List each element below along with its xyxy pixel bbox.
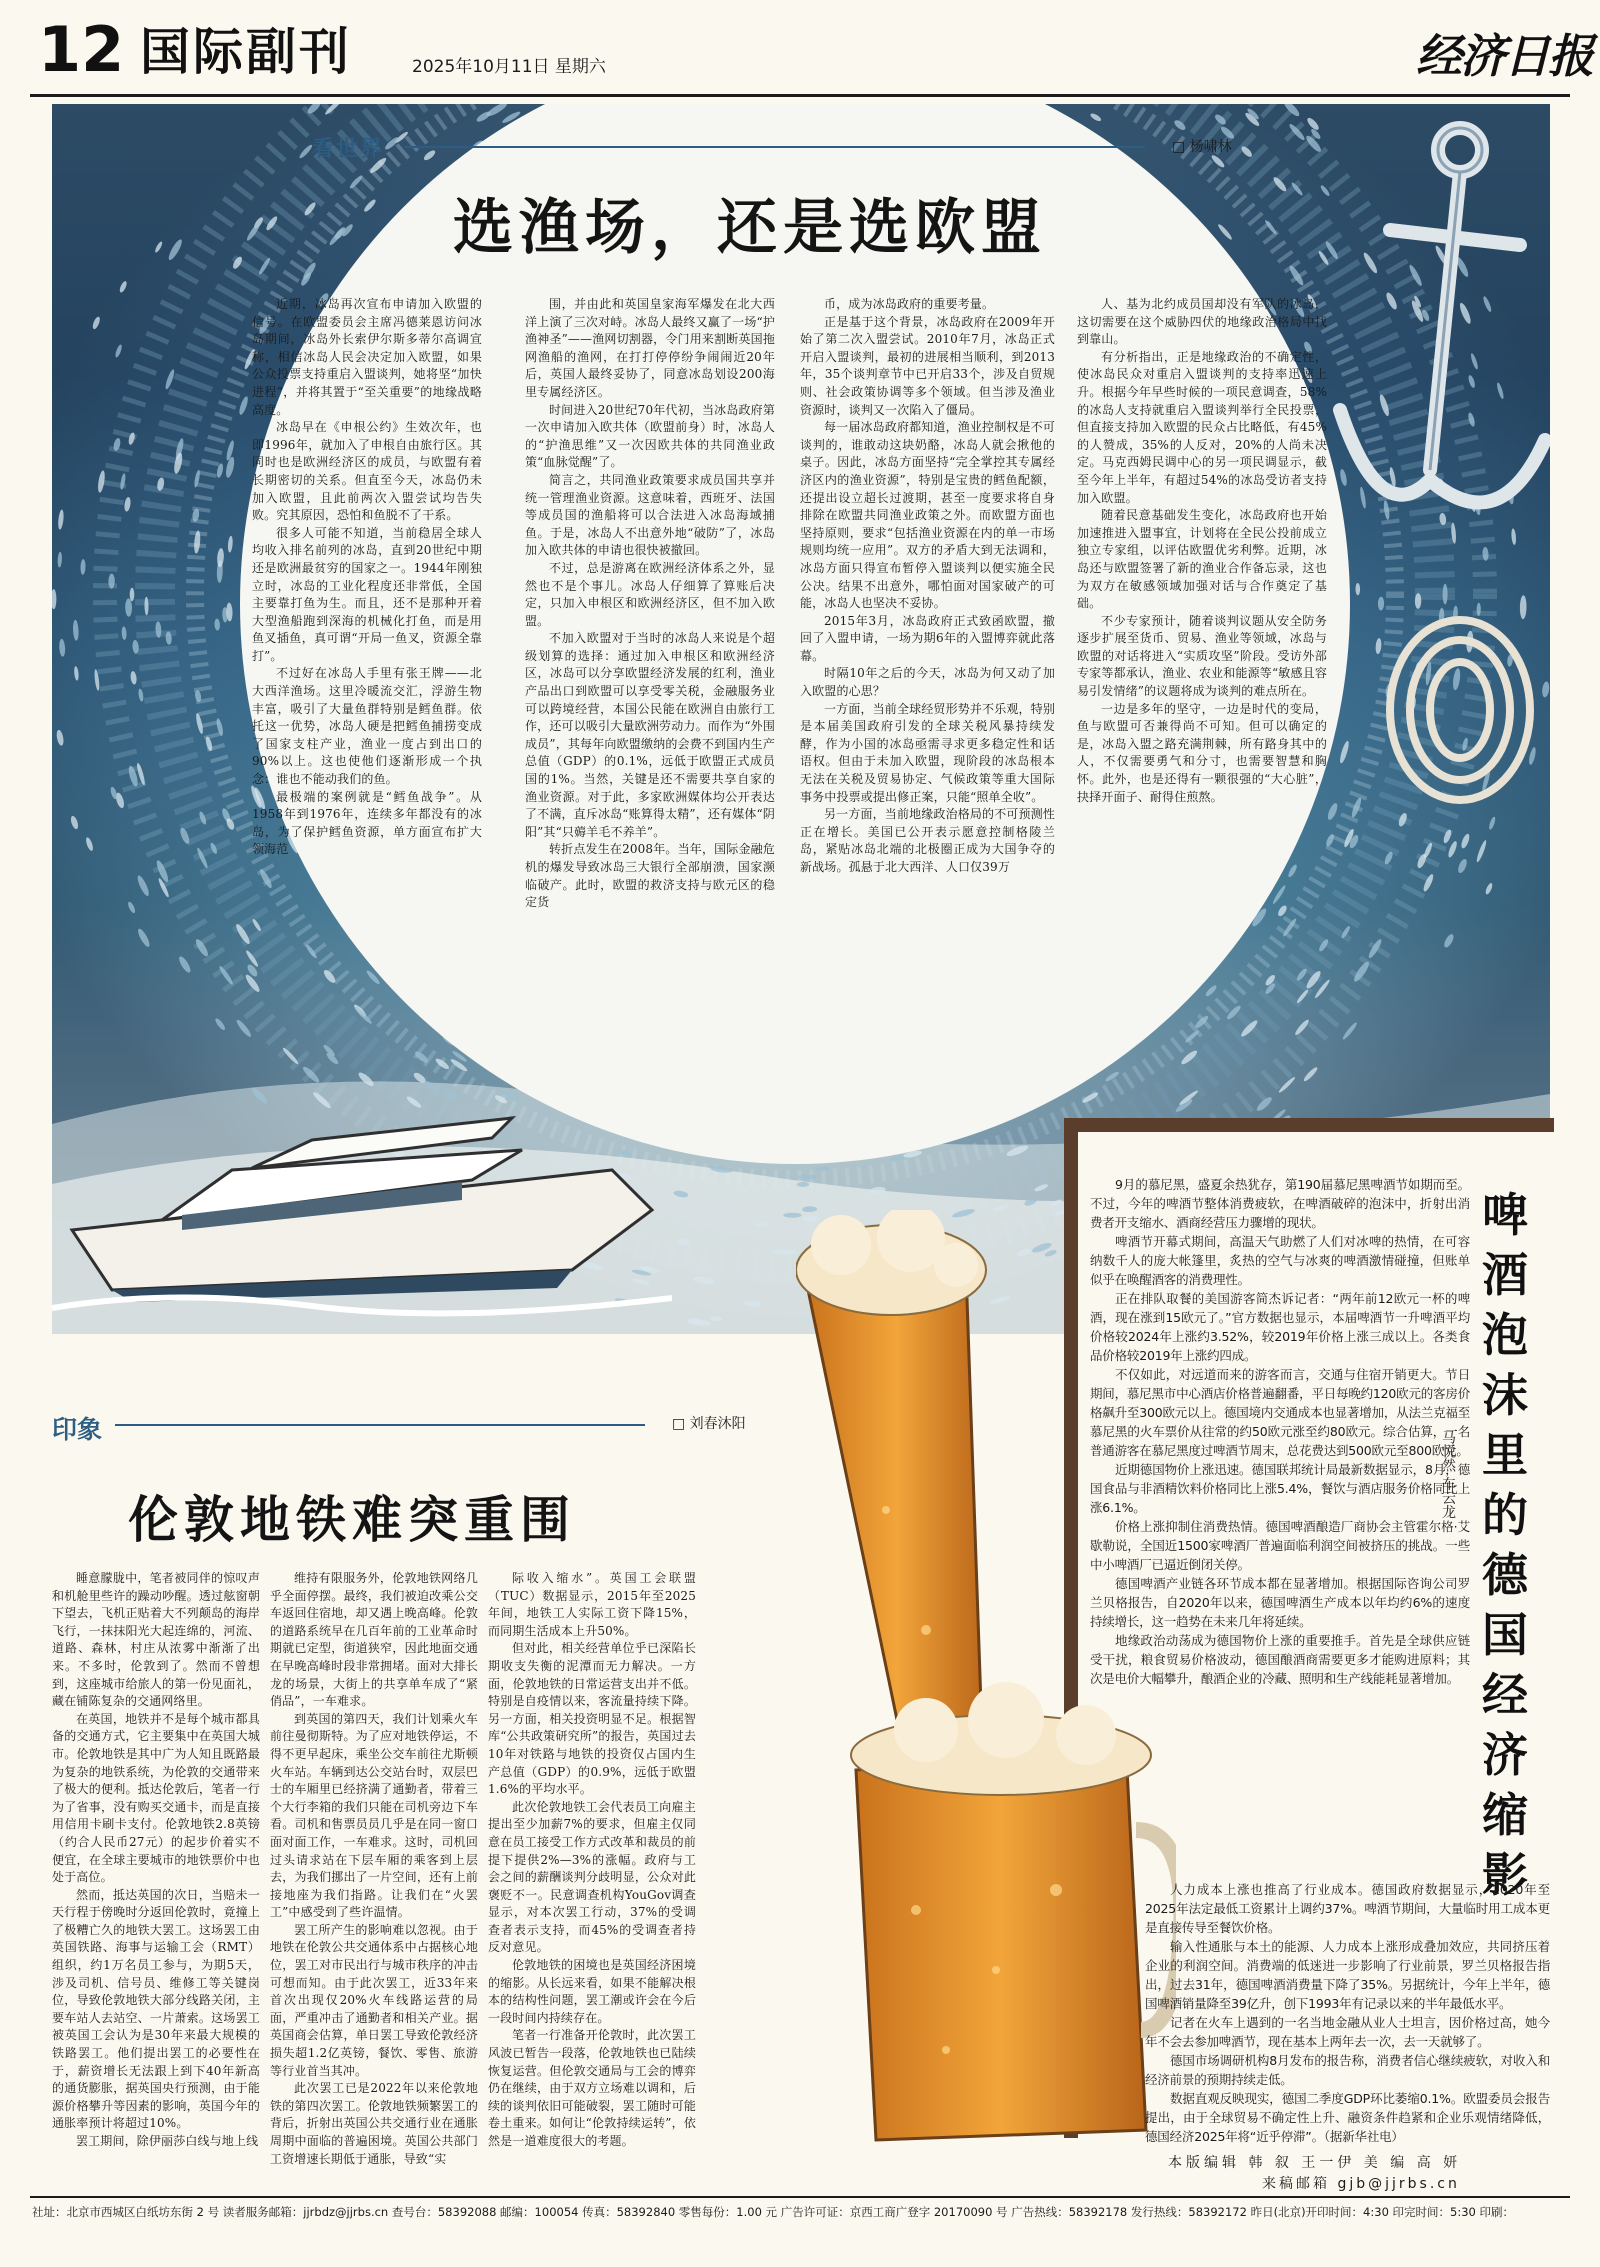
article1-column-3 [800,296,1055,877]
kicker-rule [405,146,1145,148]
paragraph: 正在排队取餐的美国游客简杰诉记者：“两年前12欧元一杯的啤酒，现在涨到15欧元了。”官方数据也显示，本届啤酒节一升啤酒平均价格较2024年上涨约3.52%，较2019年价格上涨三成以上。各类食品价格较2019年上涨约四成。 [1090,1291,1470,1363]
paragraph: 不过好在冰岛人手里有张王牌——北大西洋渔场。这里冷暖流交汇，浮游生物丰富，吸引了大量鱼群特别是鳕鱼群。依托这一优势，冰岛人硬是把鳕鱼捕捞变成了国家支柱产业，渔业一度占到出口的90%以上。这也使他们逐渐形成一个执念：谁也不能动我们的鱼。 [252,666,482,787]
paragraph: 输入性通胀与本土的能源、人力成本上涨形成叠加效应，共同挤压着企业的利润空间。消费端的低迷进一步影响了行业前景，罗兰贝格报告指出，过去31年，德国啤酒消费量下降了35%。另据统计，今年上半年，德国啤酒销量降至39亿升，创下1993年有记录以来的半年最低水平。 [1145,1939,1550,2011]
article3-column-2 [1145,1880,1550,2146]
paragraph: 维持有限服务外，伦敦地铁网络几乎全面停摆。最终，我们被迫改乘公交车返回住宿地，却又遇上晚高峰。伦敦的道路系统早在几百年前的工业革命时期就已定型，街道狭窄，因此地面交通在早晚高峰时段非常拥堵。面对大排长龙的场景，大街上的共享单车成了“紧俏品”，一车难求。 [270,1571,478,1709]
paragraph: 在英国，地铁并不是每个城市都具备的交通方式，它主要集中在英国大城市。伦敦地铁是其中广为人知且既路最为复杂的地铁系统，为伦敦的交通带来了极大的便利。抵达伦敦后，笔者一行为了省事，没有购买交通卡，而是直接用信用卡刷卡支付。伦敦地铁2.8英镑（约合人民币27元）的起步价着实不便宜，在全球主要城市的地铁票价中也处于高位。 [52,1711,260,1885]
paragraph: 此次罢工已是2022年以来伦敦地铁的第四次罢工。伦敦地铁频繁罢工的背后，折射出英国公共交通行业在通胀周期中面临的普遍困境。英国公共部门工资增速长期低于通胀，导致“实 [270,2081,478,2166]
paragraph: 价格上涨抑制住消费热情。德国啤酒酿造厂商协会主管霍尔格·艾歇勒说，全国近1500家啤酒厂普遍面临利润空间被挤压的挑战。一些中小啤酒厂已逼近倒闭关停。 [1090,1519,1470,1572]
footer-rule [30,2196,1570,2198]
paragraph: 笔者一行准备开伦敦时，此次罢工风波已暂告一段落，伦敦地铁也已陆续恢复运营。但伦敦交通局与工会的博弈仍在继续，由于双方立场难以调和，后续的谈判依旧可能破裂，罢工随时可能卷土重来。如何让“伦敦持续运转”，依然是一道难度很大的考题。 [488,2028,696,2148]
header-rule [30,94,1570,97]
paragraph: 一边是多年的坚守，一边是时代的变局，鱼与欧盟可否兼得尚不可知。但可以确定的是，冰岛入盟之路充满荆棘，所有路身其中的人，不仅需要勇气和分寸，也需要智慧和胸怀。此外，也是还得有一颗很强的“大心脏”，抉择开面子、耐得住煎熬。 [1077,701,1327,804]
article2-column-2 [270,1570,478,2168]
paragraph: 但对此，相关经营单位乎已深陷长期收支失衡的泥潭而无力解决。一方面，伦敦地铁的日常运营支出并不低。特别是自疫情以来，客流量持续下降。另一方面，相关投资明显不足。根据智库“公共政策研究所”的报告，英国过去10年对铁路与地铁的投资仅占国内生产总值（GDP）的0.9%，远低于欧盟1.6%的平均水平。 [488,1641,696,1797]
paragraph: 啤酒节开幕式期间，高温天气助燃了人们对冰啤的热情，在可容纳数千人的庞大帐篷里，炙热的空气与冰爽的啤酒激情碰撞，但账单似乎在唤醒酒客的消费理性。 [1090,1234,1470,1287]
paragraph: 德国市场调研机构8月发布的报告称，消费者信心继续疲软，对收入和经济前景的预期持续走低。 [1145,2053,1550,2087]
paragraph: 2015年3月，冰岛政府正式致函欧盟，撤回了入盟申请，一场为期6年的入盟博弈就此落幕。 [800,613,1055,663]
paragraph: 近期，冰岛再次宣布申请加入欧盟的信号。在欧盟委员会主席冯德莱恩访问冰岛期间，冰岛外长索伊尔斯多蒂尔高调宣称，相信冰岛人民会决定加入欧盟，如果公众投票支持重启入盟谈判，她将坚“加快进程”，并将其置于“至关重要”的地缘战略高度。 [252,297,482,417]
paragraph: 随着民意基础发生变化，冰岛政府也开始加速推进入盟事宜，计划将在全民公投前成立独立专家组，以评估欧盟优劣利弊。近期，冰岛还与欧盟签署了新的渔业合作备忘录，这也为双方在敏感领域加强对话与合作奠定了基础。 [1077,508,1327,611]
paragraph: 伦敦地铁的困境也是英国经济困境的缩影。从长远来看，如果不能解决根本的结构性问题，罢工潮或许会在今后一段时间内持续存在。 [488,1958,696,2025]
paragraph: 时间进入20世纪70年代初，当冰岛政府第一次申请加入欧共体（欧盟前身）时，冰岛人的“护渔思维”又一次因欧共体的共同渔业政策“血脉觉醒”了。 [525,402,775,470]
paragraph: 罢工期间，除伊丽莎白线与地上线 [76,2134,259,2148]
paragraph: 不加入欧盟对于当时的冰岛人来说是个超级划算的选择：通过加入申根区和欧洲经济区，冰岛可以分享欧盟经济发展的红利，渔业产品出口到欧盟可以享受零关税，金融服务业可以跨境经营，本国公民能在欧洲自由旅行工作，还可以吸引大量欧洲劳动力。而作为“外围成员”，其每年向欧盟缴纳的会费不到国内生产总值（GDP）的0.1%，远低于欧盟正式成员国的1%。当然，关键是还不需要共享自家的渔业资源。对于此，多家欧洲媒体均公开表达了不满，直斥冰岛“账算得太精”，还有媒体“阴阳”其“只薅羊毛不养羊”。 [525,631,775,839]
article2-column-3 [488,1570,696,2151]
paragraph: 近期德国物价上涨迅速。德国联邦统计局最新数据显示，8月，德国食品与非酒精饮料价格同比上涨5.4%，餐饮与酒店服务价格同比上涨6.1%。 [1090,1462,1470,1515]
paragraph: 德国啤酒产业链各环节成本都在显著增加。根据国际咨询公司罗兰贝格报告，自2020年以来，德国啤酒生产成本以年均约6%的速度持续增长，这一趋势在未来几年将延续。 [1090,1576,1470,1629]
paragraph: 有分析指出，正是地缘政治的不确定性，使冰岛民众对重启入盟谈判的支持率迅速上升。根据今年早些时候的一项民意调查，58%的冰岛人支持就重启入盟谈判举行全民投票，但直接支持加入欧盟的民众占比略低，有45%的人赞成，35%的人反对，20%的人尚未决定。马克西姆民调中心的另一项民调显示，截至今年上半年，有超过54%的冰岛受访者支持加入欧盟。 [1077,349,1327,505]
rope-coil-icon [1370,600,1550,820]
paragraph: 很多人可能不知道，当前稳居全球人均收入排名前列的冰岛，直到20世纪中期还是欧洲最贫穷的国家之一。1944年刚独立时，冰岛的工业化程度还非常低，全国主要靠打鱼为生。而且，还不是那种开着大型渔船跑到深海的机械化打鱼，而是用鱼叉插鱼，真可谓“开局一鱼叉，资源全靠打”。 [252,525,482,663]
issue-date: 2025年10月11日 星期六 [412,57,606,77]
paragraph: 每一届冰岛政府都知道，渔业控制权是不可谈判的，谁敢动这块奶酪，冰岛人就会揪他的桌子。因此，冰岛方面坚持“完全掌控其专属经济区内的渔业资源”，特别是宝贵的鳕鱼配额，还提出设立超长过渡期，甚至一度要求将自身排除在欧盟共同渔业政策之外。而欧盟方面也坚持原则，要求“包括渔业资源在内的单一市场规则均统一应用”。双方的矛盾大到无法调和，冰岛方面只得宣布暂停入盟谈判以便实施全民公决。结果不出意外，哪怕面对国家破产的可能，冰岛人也坚决不妥协。 [800,420,1055,611]
paragraph: 另一方面，当前地缘政治格局的不可预测性正在增长。美国已公开表示愿意控制格陵兰岛，紧贴冰岛北端的北极圈正成为大国争夺的新战场。孤悬于北大西洋、人口仅39万 [800,807,1055,874]
article3-column-1 [1090,1175,1470,1688]
article1-column-2 [525,296,775,912]
paragraph: 罢工所产生的影响难以忽视。由于地铁在伦敦公共交通体系中占据核心地位，罢工对市民出行与城市秩序的冲击可想而知。由于此次罢工，近33年来首次出现仅20%火车线路运营的局面，严重冲击了通勤者和相关产业。据英国商会估算，单日罢工导致伦敦经济损失超1.2亿英镑，餐饮、零售、旅游等行业首当其冲。 [270,1922,478,2078]
article1-author: □ 杨啸林 [1172,139,1232,155]
article1-kicker: 看世界 [312,137,385,162]
page-number: 12 [38,13,125,86]
paragraph: 9月的慕尼黑，盛夏余热犹存，第190届慕尼黑啤酒节如期而至。不过，今年的啤酒节整体消费疲软，在啤酒破碎的泡沫中，折射出消费者开支缩水、酒商经营压力骤增的现状。 [1090,1177,1470,1230]
paragraph: 正是基于这个背景，冰岛政府在2009年开始了第二次入盟尝试。2010年7月，冰岛正式开启入盟谈判，最初的进展相当顺利，到2013年，35个谈判章节中已开启33个，涉及自贸规则、社会政策协调等多个领域。但当涉及渔业资源时，谈判又一次陷入了僵局。 [800,314,1055,417]
page-footer: 社址：北京市西城区白纸坊东街 2 号 读者服务邮箱：jjrbdz@jjrbs.cn 查号台：58392088 邮编：100054 传真：58392840 零售每份：1.00 元 广告许可证：京西工商广登字 20170090 号 广告热线：58392178 发行热线：58392172 昨日(北京)开印时间：4:30 印完时间：5:30 印刷： [32,2205,1515,2219]
paragraph: 数据直观反映现实，德国二季度GDP环比萎缩0.1%。欧盟委员会报告提出，由于全球贸易不确定性上升、融资条件趋紧和企业乐观情绪降低，德国经济2025年将“近乎停滞”。（据新华社电） [1145,2091,1550,2144]
paragraph: 此次伦敦地铁工会代表员工向雇主提出至少加薪7%的要求，但雇主仅同意在员工接受工作方式改革和裁员的前提下提供2%—3%的涨幅。政府与工会之间的薪酬谈判分歧明显，公众对此褒贬不一。民意调查机构YouGov调查显示，对本次罢工行动，37%的受调查者表示支持，而45%的受调查者持反对意见。 [488,1799,696,1955]
paragraph: 时隔10年之后的今天，冰岛为何又动了加入欧盟的心思？ [800,666,1055,699]
paragraph: 际收入缩水”。英国工会联盟（TUC）数据显示，2015年至2025年间，地铁工人实际工资下降15%，而同期生活成本上升50%。 [488,1571,696,1638]
paragraph: 币，成为冰岛政府的重要考量。 [824,297,995,311]
paragraph: 冰岛早在《申根公约》生效次年，也即1996年，就加入了申根自由旅行区。其同时也是欧洲经济区的成员，与欧盟有着长期密切的关系。但直至今天，冰岛仍未加入欧盟，且此前两次入盟尝试均告失败。究其原因，恐怕和鱼脱不了干系。 [252,420,482,523]
article3-title: 啤酒泡沫里的德国经济缩影 [1482,1188,1528,1902]
paragraph: 转折点发生在2008年。当年，国际金融危机的爆发导致冰岛三大银行全部崩溃，国家濒临破产。此时，欧盟的救济支持与欧元区的稳定货 [525,842,775,910]
paragraph: 不过，总是游离在欧洲经济体系之外，显然也不是个事儿。冰岛人仔细算了算账后决定，只加入申根区和欧洲经济区，但不加入欧盟。 [525,560,775,628]
submission-email: 来稿邮箱 gjb@jjrbs.cn [1262,2176,1460,2192]
paragraph: 最极端的案例就是“鳕鱼战争”。从1958年到1976年，连续多年都没有的冰岛，为了保护鳕鱼资源，单方面宣布扩大领海范 [252,789,482,857]
section-title: 国际副刊 [140,23,352,81]
paragraph: 到英国的第四天，我们计划乘火车前往曼彻斯特。为了应对地铁停运，不得不更早起床，乘坐公交车前往尤斯顿火车站。车辆到达公交站台时，双层巴士的车厢里已经挤满了通勤者，带着三个大行李箱的我们只能在司机旁边下车看。司机和售票员员几乎是在同一窗口面对面工作，一车难求。这时，司机回过头请求站在下层车厢的乘客到上层去，为我们挪出了一片空间，还有上前接地座为我们指路。让我们在“火罢工”中感受到了些许温情。 [270,1711,478,1920]
article1-column-4 [1077,296,1327,806]
anchor-icon [1310,110,1550,580]
yacht-illustration [52,1040,672,1330]
fish-mark [130,588,135,602]
article1-column-1 [252,296,482,859]
paragraph: 记者在火车上遇到的一名当地金融从业人士坦言，因价格过高，她今年不会去参加啤酒节，现在基本上两年去一次，去一天就够了。 [1145,2015,1550,2049]
article2-author: □ 刘春沐阳 [672,1416,746,1432]
article2-title: 伦敦地铁难突重围 [128,1491,576,1549]
paragraph: 围，并由此和英国皇家海军爆发在北大西洋上演了三次对峙。冰岛人最终又赢了一场“护渔神圣”——渔网切割器，令门用来割断英国拖网渔船的渔网，在打打停停纷争闹闹近20年后，英国人最终妥协了，同意冰岛划设200海里专属经济区。 [525,297,775,399]
article3-author: 马悦然 车云龙 [1440,1430,1456,1519]
newspaper-logo: 经济日报 [1416,29,1592,83]
article2-column-1 [52,1570,260,2151]
paragraph: 不仅如此，对远道而来的游客而言，交通与住宿开销更大。节日期间，慕尼黑市中心酒店价格普遍翻番，平日每晚约120欧元的客房价格飙升至300欧元以上。德国境内交通成本也显著增加，从法兰克福至慕尼黑的火车票价从往常的约50欧元涨至约80欧元。综合估算，一名普通游客在慕尼黑度过啤酒节周末，总花费达到500欧元至800欧元。 [1090,1367,1470,1458]
paragraph: 简言之，共同渔业政策要求成员国共享并统一管理渔业资源。这意味着，西班牙、法国等成员国的渔船将可以合法进入冰岛海域捕鱼。于是，冰岛人不出意外地“破防”了，冰岛加入欧共体的申请也很快被撤回。 [525,472,775,558]
paragraph: 人、基为北约成员国却没有军队的冰岛，这切需要在这个威胁四伏的地缘政治格局中找到靠山。 [1077,297,1327,347]
kicker-rule [115,1424,645,1426]
paragraph: 睡意朦胧中，笔者被同伴的惊叹声和机舱里些许的躁动吵醒。透过舷窗朝下望去，飞机正贴着大不列颠岛的海岸飞行，一抹抹阳光大起连绵的，河流、道路、森林，村庄从浓雾中渐渐了出来。不多时，伦敦到了。然而不曾想到，这座城市给旅人的第一份见面礼，藏在铺陈复杂的交通网络里。 [52,1571,260,1709]
article2-kicker: 印象 [52,1415,103,1444]
article1-title: 选渔场，还是选欧盟 [453,193,1047,263]
editors-credit: 本版编辑 韩 叙 王一伊 美 编 高 妍 [1168,2155,1462,2171]
paragraph: 不少专家预计，随着谈判议题从安全防务逐步扩展至货币、贸易、渔业等领域，冰岛与欧盟的对话将进入“实质攻坚”阶段。受访外部专家等都承认，渔业、农业和能源等“敏感且容易引发情绪”的议题将成为谈判的难点所在。 [1077,613,1327,699]
paragraph: 人力成本上涨也推高了行业成本。德国政府数据显示，2020年至2025年法定最低工资累计上调约37%。啤酒节期间，大量临时用工成本更是直接传导至餐饮价格。 [1145,1882,1550,1935]
paragraph: 然而，抵达英国的次日，当赔未一天行程于傍晚时分返回伦敦时，竟撞上了极糟亡久的地铁大罢工。这场罢工由英国铁路、海事与运输工会（RMT）组织，约1万名员工参与，为期5天，涉及司机、信号员、维修工等关键岗位，导致伦敦地铁大部分线路关闭，主要车站人去站空、一片萧索。这场罢工被英国工会认为是30年来最大规模的铁路罢工。他们提出罢工的必要性在于，薪资增长无法跟上到下40年新高的通货膨胀，据英国央行预测，由于能源价格攀升等因素的影响，英国今年的通胀率预计将超过10%。 [52,1887,260,2131]
paragraph: 地缘政治动荡成为德国物价上涨的重要推手。首先是全球供应链受干扰，粮食贸易价格波动，德国酿酒商需要更多才能购进原料；其次是电价大幅攀升，酿酒企业的冷藏、照明和生产线能耗显著增加。 [1090,1633,1470,1686]
paragraph: 一方面，当前全球经贸形势并不乐观，特别是本届美国政府引发的全球关税风暴持续发酵，作为小国的冰岛亟需寻求更多稳定性和话语权。但由于未加入欧盟，现阶段的冰岛根本无法在关税及贸易协定、气候政策等重大国际事务中投票或提出修正案，只能“照单全收”。 [800,701,1055,804]
